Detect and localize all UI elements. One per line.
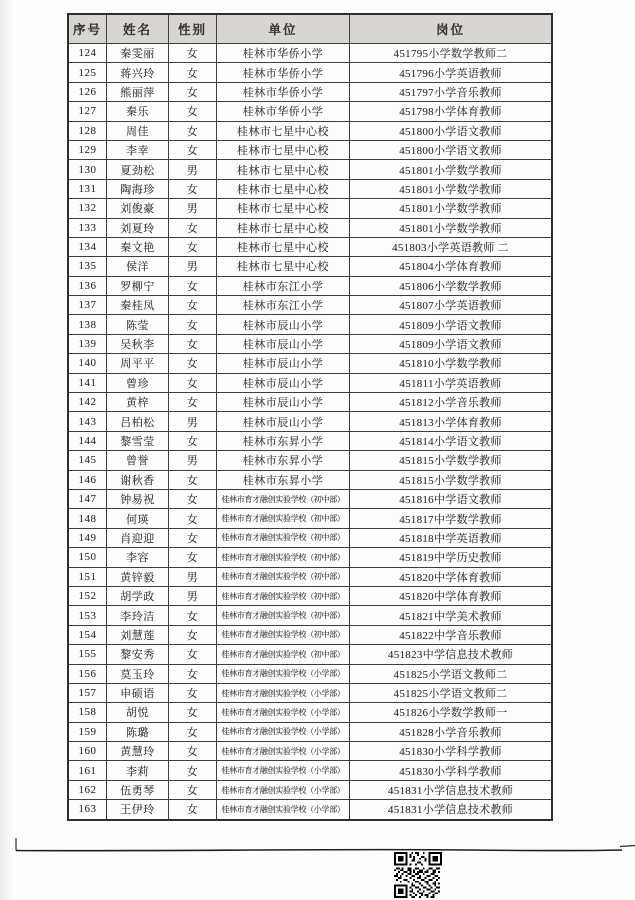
index-cell: 146 <box>69 471 107 489</box>
position-cell: 451795小学数学教师二 <box>393 48 508 61</box>
header-index: 序号 <box>69 15 107 43</box>
position-cell: 451800小学语文教师 <box>399 145 502 158</box>
index-cell: 144 <box>69 432 107 450</box>
position-cell: 451809小学语文教师 <box>399 339 502 352</box>
unit-cell: 桂林市东昇小学 <box>217 432 350 450</box>
table-row <box>69 180 551 199</box>
unit-cell: 桂林市辰山小学 <box>217 335 350 353</box>
table-row <box>69 471 551 490</box>
name-cell: 黄慧玲 <box>107 742 169 760</box>
gender-cell: 女 <box>169 335 217 353</box>
position-cell: 451822中学音乐教师 <box>399 629 502 642</box>
position-cell: 451825小学语文教师二 <box>393 688 508 701</box>
name-cell: 黄梓 <box>107 393 169 411</box>
table-row <box>69 238 551 257</box>
index-cell: 125 <box>69 63 107 81</box>
name-cell: 刘夏玲 <box>107 219 169 237</box>
gender-cell: 女 <box>169 529 217 547</box>
position-cell: 451819中学历史教师 <box>399 552 502 565</box>
table-row <box>69 199 551 218</box>
index-cell: 136 <box>69 277 107 295</box>
unit-cell: 桂林市育才融创实验学校（初中部） <box>217 587 350 605</box>
table-row <box>69 374 551 393</box>
index-cell: 140 <box>69 354 107 372</box>
name-cell: 谢秋香 <box>107 471 169 489</box>
unit-cell: 桂林市育才融创实验学校（小学部） <box>217 665 350 683</box>
gender-cell: 女 <box>169 800 217 818</box>
name-cell: 黄锌毅 <box>107 568 169 586</box>
unit-cell: 桂林市七星中心校 <box>217 160 350 178</box>
position-cell: 451820中学体育教师 <box>399 571 502 584</box>
gender-cell: 女 <box>169 742 217 760</box>
index-cell: 142 <box>69 393 107 411</box>
position-cell: 451815小学数学教师 <box>399 455 502 468</box>
name-cell: 李玲洁 <box>107 606 169 624</box>
unit-cell: 桂林市华侨小学 <box>217 102 350 120</box>
table-row <box>69 548 551 567</box>
index-cell: 153 <box>69 606 107 624</box>
header-position: 岗位 <box>435 23 465 37</box>
gender-cell: 男 <box>169 199 217 217</box>
table-header-row <box>69 15 551 44</box>
name-cell: 周佳 <box>107 122 169 140</box>
table-row <box>69 160 551 179</box>
index-cell: 152 <box>69 587 107 605</box>
gender-cell: 男 <box>169 587 217 605</box>
gender-cell: 女 <box>169 703 217 721</box>
table-row <box>69 606 551 625</box>
name-cell: 李幸 <box>107 141 169 159</box>
table-row <box>69 703 551 722</box>
position-cell: 451815小学数学教师 <box>399 474 502 487</box>
gender-cell: 女 <box>169 665 217 683</box>
name-cell: 陈璐 <box>107 723 169 741</box>
unit-cell: 桂林市育才融创实验学校（初中部） <box>217 626 350 644</box>
index-cell: 162 <box>69 781 107 799</box>
table-row <box>69 451 551 470</box>
index-cell: 158 <box>69 703 107 721</box>
name-cell: 罗柳宁 <box>107 277 169 295</box>
table-row <box>69 296 551 315</box>
name-cell: 秦桂凤 <box>107 296 169 314</box>
gender-cell: 男 <box>169 568 217 586</box>
unit-cell: 桂林市东昇小学 <box>217 451 350 469</box>
unit-cell: 桂林市东江小学 <box>217 296 350 314</box>
unit-cell: 桂林市七星中心校 <box>217 257 350 275</box>
position-cell: 451797小学音乐教师 <box>399 86 502 99</box>
table-row <box>69 800 551 818</box>
gender-cell: 女 <box>169 723 217 741</box>
position-cell: 451801小学数学教师 <box>399 222 502 235</box>
gender-cell: 女 <box>169 219 217 237</box>
index-cell: 126 <box>69 83 107 101</box>
name-cell: 秦文艳 <box>107 238 169 256</box>
table-row <box>69 354 551 373</box>
table-row <box>69 83 551 102</box>
table-row <box>69 665 551 684</box>
unit-cell: 桂林市辰山小学 <box>217 374 350 392</box>
name-cell: 秦乐 <box>107 102 169 120</box>
table-row <box>69 587 551 606</box>
table-row <box>69 63 551 82</box>
index-cell: 135 <box>69 257 107 275</box>
gender-cell: 女 <box>169 44 217 62</box>
index-cell: 156 <box>69 665 107 683</box>
name-cell: 申硕语 <box>107 684 169 702</box>
gender-cell: 女 <box>169 471 217 489</box>
name-cell: 刘俊豪 <box>107 199 169 217</box>
unit-cell: 桂林市华侨小学 <box>217 83 350 101</box>
name-cell: 熊丽萍 <box>107 83 169 101</box>
unit-cell: 桂林市育才融创实验学校（初中部） <box>217 645 350 663</box>
position-cell: 451796小学英语教师 <box>399 67 502 80</box>
gender-cell: 女 <box>169 432 217 450</box>
name-cell: 侯洋 <box>107 257 169 275</box>
gender-cell: 女 <box>169 684 217 702</box>
position-cell: 451811小学英语教师 <box>399 377 502 390</box>
name-cell: 陶海珍 <box>107 180 169 198</box>
unit-cell: 桂林市育才融创实验学校（小学部） <box>217 703 350 721</box>
position-cell: 451817中学数学教师 <box>399 513 502 526</box>
qr-code <box>394 852 442 898</box>
unit-cell: 桂林市七星中心校 <box>217 141 350 159</box>
scan-left-edge-shadow <box>0 0 14 900</box>
index-cell: 133 <box>69 219 107 237</box>
index-cell: 132 <box>69 199 107 217</box>
unit-cell: 桂林市育才融创实验学校（初中部） <box>217 529 350 547</box>
unit-cell: 桂林市七星中心校 <box>217 180 350 198</box>
header-unit: 单位 <box>217 15 350 43</box>
table-row <box>69 44 551 63</box>
header-gender: 性别 <box>169 15 217 43</box>
name-cell: 胡学政 <box>107 587 169 605</box>
header-name: 姓名 <box>107 15 169 43</box>
position-cell: 451804小学体育教师 <box>399 261 502 274</box>
unit-cell: 桂林市育才融创实验学校（初中部） <box>217 548 350 566</box>
index-cell: 151 <box>69 568 107 586</box>
gender-cell: 女 <box>169 781 217 799</box>
table-row <box>69 277 551 296</box>
index-cell: 138 <box>69 315 107 333</box>
name-cell: 莫玉玲 <box>107 665 169 683</box>
index-cell: 143 <box>69 412 107 430</box>
table-row <box>69 141 551 160</box>
index-cell: 161 <box>69 761 107 779</box>
gender-cell: 女 <box>169 509 217 527</box>
unit-cell: 桂林市育才融创实验学校（小学部） <box>217 800 350 818</box>
gender-cell: 女 <box>169 626 217 644</box>
index-cell: 130 <box>69 160 107 178</box>
table-row <box>69 568 551 587</box>
position-cell: 451825小学语文教师二 <box>393 668 508 681</box>
position-cell: 451806小学数学教师 <box>399 280 502 293</box>
table-row <box>69 412 551 431</box>
position-cell: 451831小学信息技术教师 <box>387 804 514 817</box>
table-row <box>69 723 551 742</box>
unit-cell: 桂林市育才融创实验学校（小学部） <box>217 684 350 702</box>
index-cell: 148 <box>69 509 107 527</box>
gender-cell: 女 <box>169 548 217 566</box>
table-row <box>69 393 551 412</box>
unit-cell: 桂林市辰山小学 <box>217 412 350 430</box>
index-cell: 163 <box>69 800 107 818</box>
gender-cell: 女 <box>169 490 217 508</box>
index-cell: 145 <box>69 451 107 469</box>
gender-cell: 女 <box>169 606 217 624</box>
name-cell: 夏劲松 <box>107 160 169 178</box>
name-cell: 何瑛 <box>107 509 169 527</box>
index-cell: 150 <box>69 548 107 566</box>
table-row <box>69 509 551 528</box>
gender-cell: 女 <box>169 354 217 372</box>
gender-cell: 女 <box>169 238 217 256</box>
table-row <box>69 684 551 703</box>
position-cell: 451818中学英语教师 <box>399 532 502 545</box>
name-cell: 伍勇琴 <box>107 781 169 799</box>
unit-cell: 桂林市七星中心校 <box>217 122 350 140</box>
unit-cell: 桂林市东昇小学 <box>217 471 350 489</box>
name-cell: 蒋兴玲 <box>107 63 169 81</box>
position-cell: 451803小学英语教师 二 <box>392 242 509 255</box>
name-cell: 李莉 <box>107 761 169 779</box>
table-row <box>69 529 551 548</box>
index-cell: 139 <box>69 335 107 353</box>
unit-cell: 桂林市七星中心校 <box>217 238 350 256</box>
name-cell: 曾珍 <box>107 374 169 392</box>
gender-cell: 女 <box>169 277 217 295</box>
gender-cell: 女 <box>169 315 217 333</box>
gender-cell: 女 <box>169 102 217 120</box>
gender-cell: 女 <box>169 374 217 392</box>
index-cell: 134 <box>69 238 107 256</box>
gender-cell: 女 <box>169 63 217 81</box>
table-row <box>69 219 551 238</box>
position-cell: 451801小学数学教师 <box>399 203 502 216</box>
table-row <box>69 432 551 451</box>
index-cell: 127 <box>69 102 107 120</box>
unit-cell: 桂林市育才融创实验学校（初中部） <box>217 509 350 527</box>
index-cell: 147 <box>69 490 107 508</box>
unit-cell: 桂林市育才融创实验学校（初中部） <box>217 606 350 624</box>
unit-cell: 桂林市育才融创实验学校（小学部） <box>217 723 350 741</box>
name-cell: 李容 <box>107 548 169 566</box>
name-cell: 曾誉 <box>107 451 169 469</box>
position-cell: 451816中学语文教师 <box>399 494 502 507</box>
index-cell: 154 <box>69 626 107 644</box>
table-body <box>69 44 551 819</box>
position-cell: 451826小学数学教师一 <box>393 707 508 720</box>
position-cell: 451800小学语文教师 <box>399 125 502 138</box>
index-cell: 128 <box>69 122 107 140</box>
gender-cell: 女 <box>169 761 217 779</box>
name-cell: 肖迎迎 <box>107 529 169 547</box>
gender-cell: 女 <box>169 180 217 198</box>
unit-cell: 桂林市七星中心校 <box>217 199 350 217</box>
gender-cell: 女 <box>169 296 217 314</box>
table-row <box>69 122 551 141</box>
position-cell: 451813小学体育教师 <box>399 416 502 429</box>
position-cell: 451809小学语文教师 <box>399 319 502 332</box>
position-cell: 451823中学信息技术教师 <box>387 649 514 662</box>
table-row <box>69 490 551 509</box>
index-cell: 131 <box>69 180 107 198</box>
index-cell: 141 <box>69 374 107 392</box>
name-cell: 钟易祝 <box>107 490 169 508</box>
index-cell: 159 <box>69 723 107 741</box>
name-cell: 吕柏松 <box>107 412 169 430</box>
position-cell: 451807小学英语教师 <box>399 300 502 313</box>
name-cell: 黎雪莹 <box>107 432 169 450</box>
position-cell: 451830小学科学教师 <box>399 746 502 759</box>
unit-cell: 桂林市育才融创实验学校（初中部） <box>217 568 350 586</box>
position-cell: 451801小学数学教师 <box>399 164 502 177</box>
gender-cell: 男 <box>169 160 217 178</box>
gender-cell: 女 <box>169 83 217 101</box>
unit-cell: 桂林市辰山小学 <box>217 315 350 333</box>
index-cell: 124 <box>69 44 107 62</box>
table-row <box>69 315 551 334</box>
unit-cell: 桂林市辰山小学 <box>217 393 350 411</box>
table-row <box>69 645 551 664</box>
unit-cell: 桂林市华侨小学 <box>217 44 350 62</box>
name-cell: 刘慧莲 <box>107 626 169 644</box>
position-cell: 451830小学科学教师 <box>399 765 502 778</box>
position-cell: 451828小学音乐教师 <box>399 726 502 739</box>
table-row <box>69 102 551 121</box>
unit-cell: 桂林市东江小学 <box>217 277 350 295</box>
gender-cell: 女 <box>169 645 217 663</box>
position-cell: 451814小学语文教师 <box>399 436 502 448</box>
name-cell: 周平平 <box>107 354 169 372</box>
unit-cell: 桂林市育才融创实验学校（初中部） <box>217 490 350 508</box>
roster-table <box>67 13 553 821</box>
unit-cell: 桂林市育才融创实验学校（小学部） <box>217 781 350 799</box>
unit-cell: 桂林市辰山小学 <box>217 354 350 372</box>
index-cell: 129 <box>69 141 107 159</box>
table-row <box>69 781 551 800</box>
unit-cell: 桂林市七星中心校 <box>217 219 350 237</box>
index-cell: 149 <box>69 529 107 547</box>
index-cell: 160 <box>69 742 107 760</box>
position-cell: 451831小学信息技术教师 <box>387 785 514 798</box>
position-cell: 451798小学体育教师 <box>399 106 502 119</box>
name-cell: 黎安秀 <box>107 645 169 663</box>
name-cell: 吴秋李 <box>107 335 169 353</box>
gender-cell: 男 <box>169 257 217 275</box>
position-cell: 451820中学体育教师 <box>399 591 502 604</box>
position-cell: 451810小学数学教师 <box>399 358 502 371</box>
index-cell: 137 <box>69 296 107 314</box>
gender-cell: 男 <box>169 412 217 430</box>
name-cell: 秦雯丽 <box>107 44 169 62</box>
unit-cell: 桂林市华侨小学 <box>217 63 350 81</box>
index-cell: 155 <box>69 645 107 663</box>
gender-cell: 男 <box>169 451 217 469</box>
position-cell: 451801小学数学教师 <box>399 183 502 196</box>
table-row <box>69 742 551 761</box>
gender-cell: 女 <box>169 122 217 140</box>
index-cell: 157 <box>69 684 107 702</box>
position-cell: 451821中学美术教师 <box>399 610 502 623</box>
unit-cell: 桂林市育才融创实验学校（小学部） <box>217 742 350 760</box>
table-row <box>69 761 551 780</box>
table-row <box>69 626 551 645</box>
name-cell: 王伊玲 <box>107 800 169 818</box>
position-cell: 451812小学音乐教师 <box>399 397 502 410</box>
gender-cell: 女 <box>169 393 217 411</box>
table-row <box>69 335 551 354</box>
table-row <box>69 257 551 276</box>
name-cell: 胡悦 <box>107 703 169 721</box>
gender-cell: 女 <box>169 141 217 159</box>
name-cell: 陈莹 <box>107 315 169 333</box>
unit-cell: 桂林市育才融创实验学校（小学部） <box>217 761 350 779</box>
